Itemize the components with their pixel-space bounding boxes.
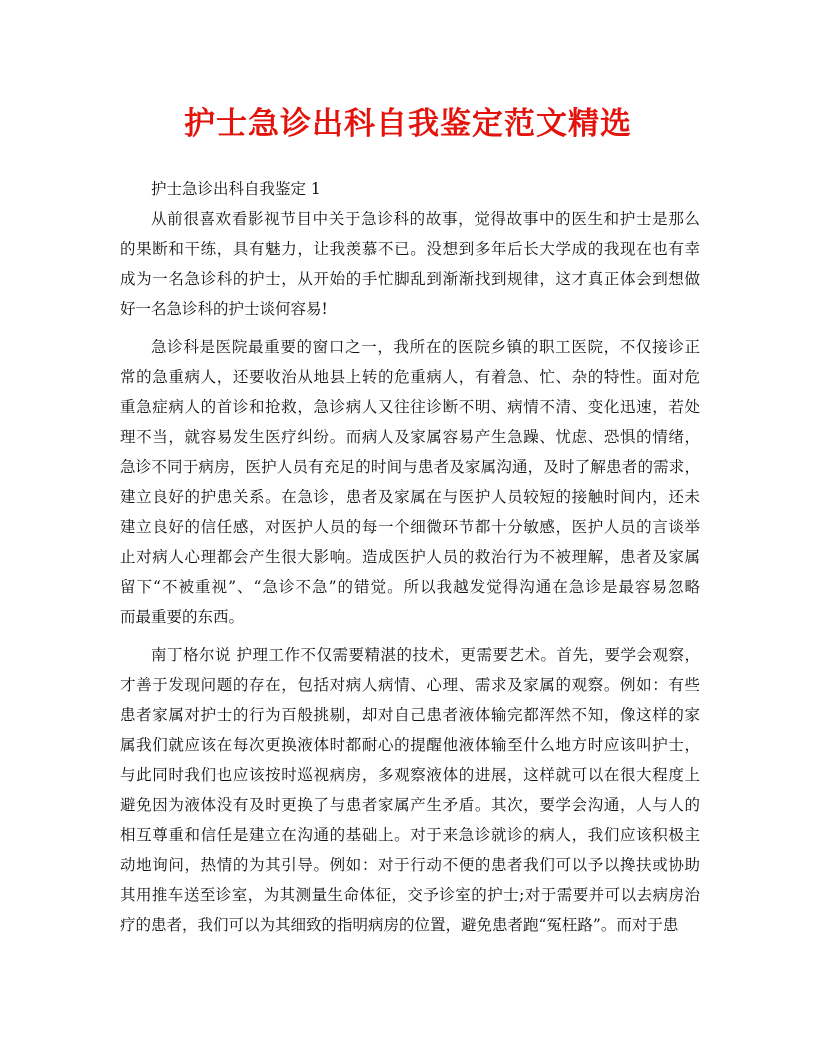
document-title: 护士急诊出科自我鉴定范文精选 — [184, 106, 632, 142]
paragraph-line: 属我们就应该在每次更换液体时都耐心的提醒他液体输至什么地方时应该叫护士， — [120, 736, 700, 754]
paragraph-line: 与此同时我们也应该按时巡视病房，多观察液体的进展，这样就可以在很大程度上 — [120, 766, 700, 784]
paragraph-line: 重急症病人的首诊和抢救，急诊病人又往往诊断不明、病情不清、变化迅速，若处 — [120, 398, 700, 416]
paragraph-line: 从前很喜欢看影视节目中关于急诊科的故事，觉得故事中的医生和护士是那么 — [151, 210, 700, 228]
section-heading: 护士急诊出科自我鉴定 1 — [151, 180, 321, 198]
paragraph-line: 理不当，就容易发生医疗纠纷。而病人及家属容易产生急躁、忧虑、恐惧的情绪， — [120, 428, 700, 446]
paragraph-line: 常的急重病人，还要收治从地县上转的危重病人，有着急、忙、杂的特性。面对危 — [120, 368, 700, 386]
paragraph-line: 而最重要的东西。 — [120, 608, 245, 626]
paragraph-line: 其用推车送至诊室，为其测量生命体征，交予诊室的护士;对于需要并可以去病房治 — [120, 886, 700, 904]
paragraph-line: 患者家属对护士的行为百般挑剔，却对自己患者液体输完都浑然不知，像这样的家 — [120, 706, 700, 724]
paragraph-line: 留下“不被重视”、“急诊不急”的错觉。所以我越发觉得沟通在急诊是最容易忽略 — [120, 578, 700, 596]
document-body — [120, 174, 700, 940]
paragraph-line: 动地询问，热情的为其引导。例如：对于行动不便的患者我们可以予以搀扶或协助 — [120, 856, 700, 874]
paragraph-line: 相互尊重和信任是建立在沟通的基础上。对于来急诊就诊的病人，我们应该积极主 — [120, 826, 700, 844]
paragraph-line: 避免因为液体没有及时更换了与患者家属产生矛盾。其次，要学会沟通，人与人的 — [120, 796, 700, 814]
paragraph-line: 成为一名急诊科的护士，从开始的手忙脚乱到渐渐找到规律，这才真正体会到想做 — [120, 270, 700, 288]
paragraph-spacer — [120, 632, 700, 640]
paragraph-line: 建立良好的护患关系。在急诊，患者及家属在与医护人员较短的接触时间内，还未 — [120, 488, 700, 506]
paragraph-line: 好一名急诊科的护士谈何容易! — [120, 300, 328, 318]
paragraph-line: 急诊科是医院最重要的窗口之一，我所在的医院乡镇的职工医院，不仅接诊正 — [151, 338, 700, 356]
paragraph — [120, 204, 700, 324]
paragraph — [120, 332, 700, 632]
paragraph-line: 南丁格尔说 护理工作不仅需要精湛的技术，更需要艺术。首先，要学会观察， — [151, 646, 700, 664]
paragraph-line: 疗的患者，我们可以为其细致的指明病房的位置，避免患者跑“冤枉路”。而对于患 — [120, 916, 679, 934]
paragraph-spacer — [120, 324, 700, 332]
paragraph-line: 止对病人心理都会产生很大影响。造成医护人员的救治行为不被理解，患者及家属 — [120, 548, 700, 566]
paragraph-line: 建立良好的信任感，对医护人员的每一个细微环节都十分敏感，医护人员的言谈举 — [120, 518, 700, 536]
paragraph-line: 才善于发现问题的存在，包括对病人病情、心理、需求及家属的观察。例如：有些 — [120, 676, 700, 694]
paragraph — [120, 640, 700, 940]
paragraph-line: 急诊不同于病房，医护人员有充足的时间与患者及家属沟通，及时了解患者的需求， — [120, 458, 700, 476]
paragraph-line: 的果断和干练，具有魅力，让我羡慕不已。没想到多年后长大学成的我现在也有幸 — [120, 240, 700, 258]
